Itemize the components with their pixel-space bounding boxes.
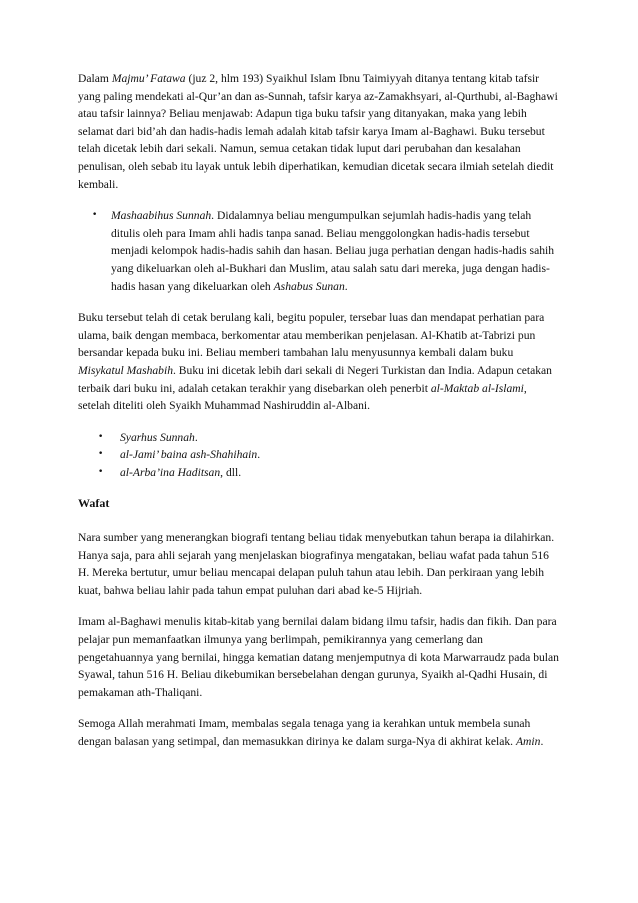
book-title: Misykatul Mashabih (78, 363, 173, 377)
paragraph-death: Nara sumber yang menerangkan biografi tentang beliau tidak menyebutkan tahun berapa ia dilahirkan. Hanya saja, para ahli sejarah yang menjelaskan biografinya mengatakan, beliau wafat pada tahun 516 H. Mereka bertutur, umur beliau mencapai delapan puluh tahun atau lebih. Dan perkiraan yang lebih kuat, bahwa beliau lahir pada tahun empat puluhan dari abad ke-5 Hijriah. (78, 531, 555, 597)
publisher-name: al-Maktab al-Islami (430, 381, 524, 395)
text-span: . (194, 430, 198, 444)
bullet-list-books (78, 429, 560, 482)
book-title: al-Jami’ baina ash-Shahihain (120, 448, 258, 462)
paragraph-works-legacy: Imam al-Baghawi menulis kitab-kitab yang bernilai dalam bidang ilmu tafsir, hadis dan fikih. Dan para pelajar pun memanfaatkan ilmunya yang berlimpah, pemikirannya yang cemerlang dan pengetahuannya yang bernilai, hingga kematian datang menjemputnya di kota Marwarraudz pada bulan Syawal, tahun 516 H. Beliau dikebumikan bersebelahan dengan gurunya, Syaikh al-Qadhi Husain, di pemakaman ath-Thaliqani. (78, 615, 559, 699)
paragraph-publication (78, 309, 560, 415)
book-title: Syarhus Sunnah (120, 430, 195, 444)
book-title-majmu-fatawa: Majmu’ Fatawa (111, 72, 186, 85)
text-span: , dll. (220, 465, 242, 479)
closing-word: Amin (515, 735, 541, 748)
document-body (78, 70, 560, 765)
list-item-book (78, 446, 560, 464)
text-span: Dalam (78, 72, 112, 85)
text-span: . (344, 279, 348, 293)
paragraph-closing (78, 715, 560, 750)
paragraph-intro (78, 70, 560, 193)
text-span: . (257, 448, 261, 462)
section-heading: Wafat (78, 496, 110, 511)
text-span: . Buku ini dicetak lebih dari sekali di Negeri Turkistan dan India. Adapun cetakan terbaik dari buku ini, adalah cetakan terakhir yang disebarkan oleh penerbit (78, 363, 552, 395)
book-title: Ashabus Sunan (273, 279, 345, 293)
book-title: Mashaabihus Sunnah (111, 209, 212, 223)
text-span: Buku tersebut telah di cetak berulang kali, begitu populer, tersebar luas dan mendapat perhatian para ulama, baik dengan membaca, berkomentar atau memberikan penjelasan. Al-Khatib at-Tabrizi pun bersandar kepada buku ini. Beliau memberi tambahan lalu menyusunnya kembali dalam buku (78, 311, 545, 360)
text-span: . (540, 735, 544, 748)
bullet-list-works (78, 207, 560, 295)
list-item-book (78, 429, 560, 447)
book-title: al-Arba’ina Haditsan (120, 465, 221, 479)
text-span: (juz 2, hlm 193) Syaikhul Islam Ibnu Taimiyyah ditanya tentang kitab tafsir yang paling mendekati al-Qur’an dan as-Sunnah, tafsir karya az-Zamakhsyari, al-Qurthubi, al-Baghawi atau tafsir lainnya? Beliau menjawab: Adapun tiga buku tafsir yang ditanyakan, maka yang lebih selamat dari bid’ah dan hadis-hadis lemah adalah kitab tafsir karya Imam al-Baghawi. Buku tersebut telah dicetak lebih dari sekali. Namun, semua cetakan tidak luput dari perubahan dan kesalahan penulisan, oleh sebab itu layak untuk lebih diperhatikan, kemudian dicetak secara ilmiah setelah diedit kembali. (78, 72, 558, 191)
list-item-book (78, 464, 560, 482)
text-span: . Didalamnya beliau mengumpulkan sejumlah hadis-hadis yang telah ditulis oleh para Imam ahli hadis tanpa sanad. Beliau menggolongkan hadis-hadis tersebut menjadi kelompok hadis-hadis sahih dan hasan. Beliau juga perhatian dengan hadis-hadis sahih yang dikeluarkan oleh al-Bukhari dan Muslim, atau salah satu dari mereka, juga dengan hadis-hadis hasan yang dikeluarkan oleh (111, 209, 555, 293)
text-span: Semoga Allah merahmati Imam, membalas segala tenaga yang ia kerahkan untuk membela sunah dengan balasan yang setimpal, dan memasukkan dirinya ke dalam surga-Nya di akhirat kelak. (78, 717, 531, 748)
list-item-mashaabihus-sunnah (78, 207, 560, 295)
text-span: , setelah diteliti oleh Syaikh Muhammad Nashiruddin al-Albani. (78, 381, 527, 413)
